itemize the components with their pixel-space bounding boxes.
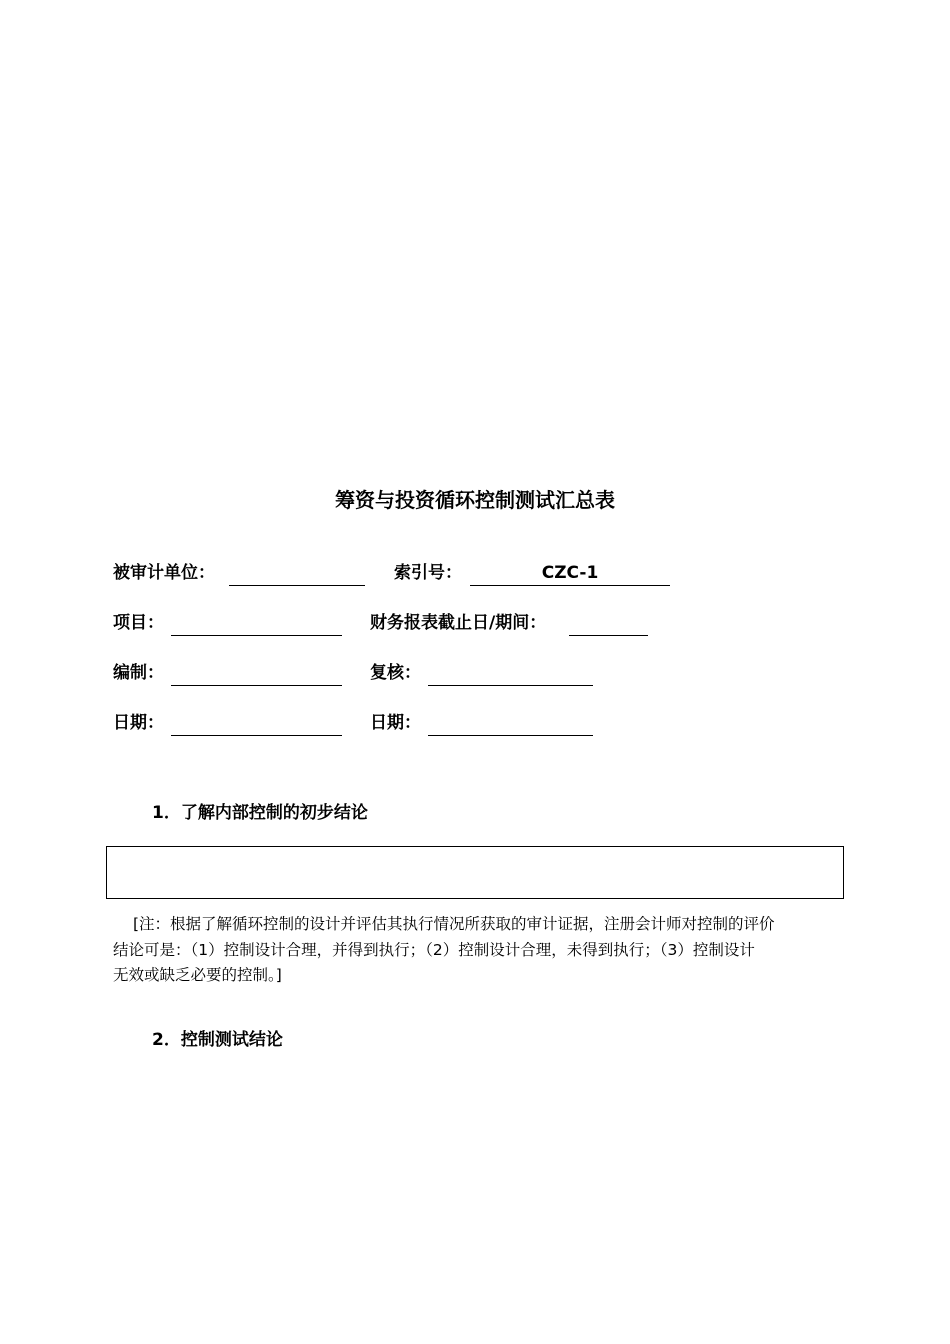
prepared-date-underline bbox=[171, 735, 342, 736]
section-heading-preliminary-conclusion: 1．了解内部控制的初步结论 bbox=[152, 803, 368, 823]
project-label: 项目： bbox=[113, 613, 164, 633]
report-period-label: 财务报表截止日/期间： bbox=[370, 613, 547, 633]
prepared-by-underline bbox=[171, 685, 342, 686]
preliminary-conclusion-box[interactable] bbox=[106, 846, 844, 899]
index-underline bbox=[470, 585, 670, 586]
note-line: 无效或缺乏必要的控制。] bbox=[113, 966, 282, 984]
index-value[interactable]: CZC-1 bbox=[541, 563, 599, 583]
report-period-underline bbox=[569, 635, 648, 636]
reviewed-by-underline bbox=[428, 685, 593, 686]
document-title: 筹资与投资循环控制测试汇总表 bbox=[335, 488, 615, 512]
audited-unit-underline bbox=[229, 585, 365, 586]
prepared-date-label: 日期： bbox=[113, 713, 164, 733]
reviewed-date-underline bbox=[428, 735, 593, 736]
index-label: 索引号： bbox=[394, 563, 462, 583]
evaluation-note bbox=[113, 912, 841, 989]
note-line: 结论可是：（1）控制设计合理，并得到执行；（2）控制设计合理，未得到执行；（3）控制设计 bbox=[113, 940, 755, 959]
audited-unit-label: 被审计单位： bbox=[113, 563, 215, 583]
reviewed-by-label: 复核： bbox=[370, 663, 421, 683]
note-line: [注：根据了解循环控制的设计并评估其执行情况所获取的审计证据，注册会计师对控制的评价 bbox=[133, 915, 775, 933]
section-heading-control-test-conclusion: 2．控制测试结论 bbox=[152, 1030, 283, 1050]
project-underline bbox=[171, 635, 342, 636]
reviewed-date-label: 日期： bbox=[370, 713, 421, 733]
prepared-by-label: 编制： bbox=[113, 663, 164, 683]
